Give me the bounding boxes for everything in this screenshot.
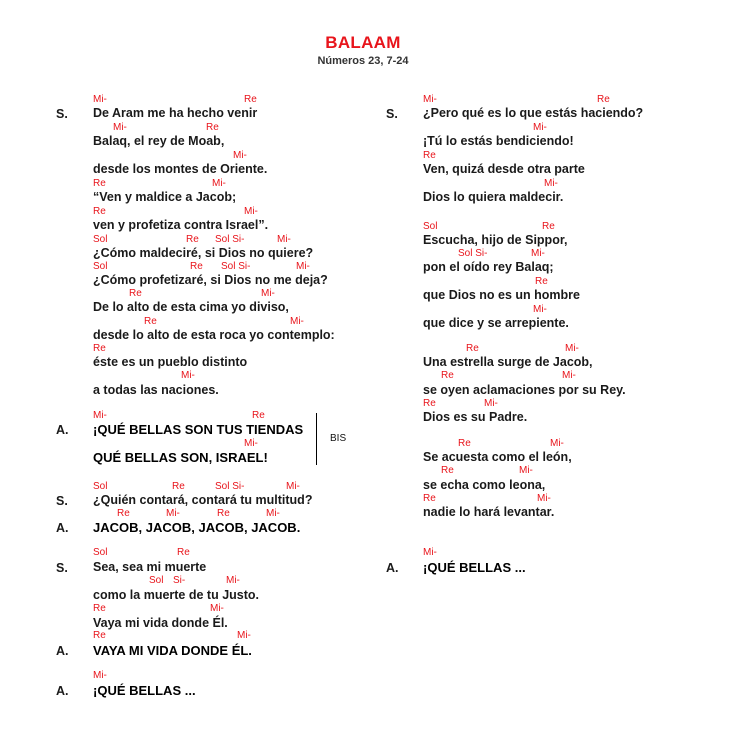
- lyric-line: ¿Cómo maldeciré, si Dios no quiere?: [93, 246, 314, 260]
- chord: Mi-: [266, 508, 280, 519]
- lyric-line: Sea, sea mi muerte: [93, 560, 207, 574]
- chord: Sol: [149, 575, 164, 586]
- lyric-line: como la muerte de tu Justo.: [93, 588, 260, 602]
- chorus-line: QUÉ BELLAS SON, ISRAEL!: [93, 450, 268, 465]
- lyric-line: De Aram me ha hecho venir: [93, 106, 258, 120]
- chord: Re: [93, 630, 106, 641]
- chord: Mi-: [531, 248, 545, 259]
- chord: Mi-: [296, 261, 310, 272]
- chord: Re: [542, 221, 555, 232]
- chord: Mi-: [93, 410, 107, 421]
- lyric-line: “Ven y maldice a Jacob;: [93, 190, 237, 204]
- speaker-label-a: A.: [56, 423, 69, 437]
- lyric-line: ¿Pero qué es lo que estás haciendo?: [423, 106, 644, 120]
- chord: Re: [441, 370, 454, 381]
- lyric-line: Se acuesta como el león,: [423, 450, 572, 464]
- chord: Mi-: [261, 288, 275, 299]
- lyric-line: pon el oído rey Balaq;: [423, 260, 554, 274]
- bis-bracket: [316, 413, 317, 465]
- chord: Re: [423, 398, 436, 409]
- chord: Sol Si-: [215, 234, 245, 245]
- speaker-label-a: A.: [56, 684, 69, 698]
- lyric-line: Dios lo quiera maldecir.: [423, 190, 564, 204]
- chord: Re: [177, 547, 190, 558]
- lyric-line: se oyen aclamaciones por su Rey.: [423, 383, 626, 397]
- chord: Mi-: [544, 178, 558, 189]
- chord: Mi-: [519, 465, 533, 476]
- speaker-label-s: S.: [56, 561, 68, 575]
- chord: Mi-: [277, 234, 291, 245]
- chord: Mi-: [237, 630, 251, 641]
- chorus-line: ¡QUÉ BELLAS SON TUS TIENDAS: [93, 422, 304, 437]
- song-title: BALAAM: [325, 33, 401, 52]
- chord: Sol Si-: [221, 261, 251, 272]
- chord: Mi-: [233, 150, 247, 161]
- chord: Mi-: [212, 178, 226, 189]
- lyric-line: que Dios no es un hombre: [423, 288, 580, 302]
- chord: Re: [535, 276, 548, 287]
- chord: Mi-: [113, 122, 127, 133]
- chord: Mi-: [226, 575, 240, 586]
- chord: Re: [93, 206, 106, 217]
- chord: Re: [93, 178, 106, 189]
- chord: Mi-: [290, 316, 304, 327]
- chord: Mi-: [93, 670, 107, 681]
- chord: Mi-: [562, 370, 576, 381]
- lyric-line: Una estrella surge de Jacob,: [423, 355, 593, 369]
- lyric-line: Dios es su Padre.: [423, 410, 528, 424]
- chord: Sol Si-: [458, 248, 488, 259]
- lyric-line: que dice y se arrepiente.: [423, 316, 569, 330]
- chord: Mi-: [423, 547, 437, 558]
- chord: Sol: [93, 261, 108, 272]
- chord: Re: [597, 94, 610, 105]
- chorus-line: JACOB, JACOB, JACOB, JACOB.: [93, 520, 301, 535]
- lyric-line: desde los montes de Oriente.: [93, 162, 268, 176]
- chord: Sol: [93, 481, 108, 492]
- chord: Mi-: [423, 94, 437, 105]
- lyric-line: se echa como leona,: [423, 478, 546, 492]
- lyric-line: ¿Cómo profetizaré, si Dios no me deja?: [93, 273, 328, 287]
- chord: Mi-: [210, 603, 224, 614]
- chord: Sol: [93, 234, 108, 245]
- chord: Re: [172, 481, 185, 492]
- speaker-label-s: S.: [386, 107, 398, 121]
- chord: Mi-: [565, 343, 579, 354]
- chord: Mi-: [537, 493, 551, 504]
- chorus-line: ¡QUÉ BELLAS ...: [93, 683, 196, 698]
- chord: Re: [206, 122, 219, 133]
- chord: Re: [458, 438, 471, 449]
- lyric-line: De lo alto de esta cima yo diviso,: [93, 300, 289, 314]
- lyric-line: ven y profetiza contra Israel”.: [93, 218, 269, 232]
- chord: Mi-: [181, 370, 195, 381]
- chord: Mi-: [93, 94, 107, 105]
- chord: Re: [423, 493, 436, 504]
- chord: Mi-: [286, 481, 300, 492]
- lyric-line: Ven, quizá desde otra parte: [423, 162, 585, 176]
- chord: Re: [244, 94, 257, 105]
- lyric-line: ¿Quién contará, contará tu multitud?: [93, 493, 313, 507]
- chorus-line: VAYA MI VIDA DONDE ÉL.: [93, 643, 252, 658]
- chord: Re: [93, 343, 106, 354]
- lyric-line: desde lo alto de esta roca yo contemplo:: [93, 328, 335, 342]
- chord: Mi-: [166, 508, 180, 519]
- chord: Mi-: [533, 122, 547, 133]
- chord: Mi-: [550, 438, 564, 449]
- chord: Mi-: [244, 206, 258, 217]
- song-reference: Números 23, 7-24: [317, 55, 409, 67]
- chord: Sol: [93, 547, 108, 558]
- chord: Si-: [173, 575, 186, 586]
- lyric-line: Vaya mi vida donde Él.: [93, 616, 228, 630]
- lyric-line: a todas las naciones.: [93, 383, 219, 397]
- bis-label: BIS: [330, 433, 347, 444]
- chord: Re: [117, 508, 130, 519]
- chord: Mi-: [484, 398, 498, 409]
- speaker-label-s: S.: [56, 107, 68, 121]
- speaker-label-a: A.: [56, 644, 69, 658]
- lyric-line: éste es un pueblo distinto: [93, 355, 248, 369]
- lyric-line: Escucha, hijo de Sippor,: [423, 233, 568, 247]
- chord: Re: [144, 316, 157, 327]
- chord: Re: [217, 508, 230, 519]
- chord: Re: [186, 234, 199, 245]
- lyric-line: nadie lo hará levantar.: [423, 505, 555, 519]
- chorus-line: ¡QUÉ BELLAS ...: [423, 560, 526, 575]
- chord: Sol Si-: [215, 481, 245, 492]
- chord: Sol: [423, 221, 438, 232]
- chord: Mi-: [533, 304, 547, 315]
- chord: Mi-: [244, 438, 258, 449]
- chord: Re: [441, 465, 454, 476]
- speaker-label-s: S.: [56, 494, 68, 508]
- chord: Re: [93, 603, 106, 614]
- chord: Re: [423, 150, 436, 161]
- lyric-line: Balaq, el rey de Moab,: [93, 134, 225, 148]
- chord: Re: [129, 288, 142, 299]
- speaker-label-a: A.: [56, 521, 69, 535]
- lyric-line: ¡Tú lo estás bendiciendo!: [423, 134, 574, 148]
- chord: Re: [466, 343, 479, 354]
- speaker-label-a: A.: [386, 561, 399, 575]
- chord: Re: [190, 261, 203, 272]
- chord: Re: [252, 410, 265, 421]
